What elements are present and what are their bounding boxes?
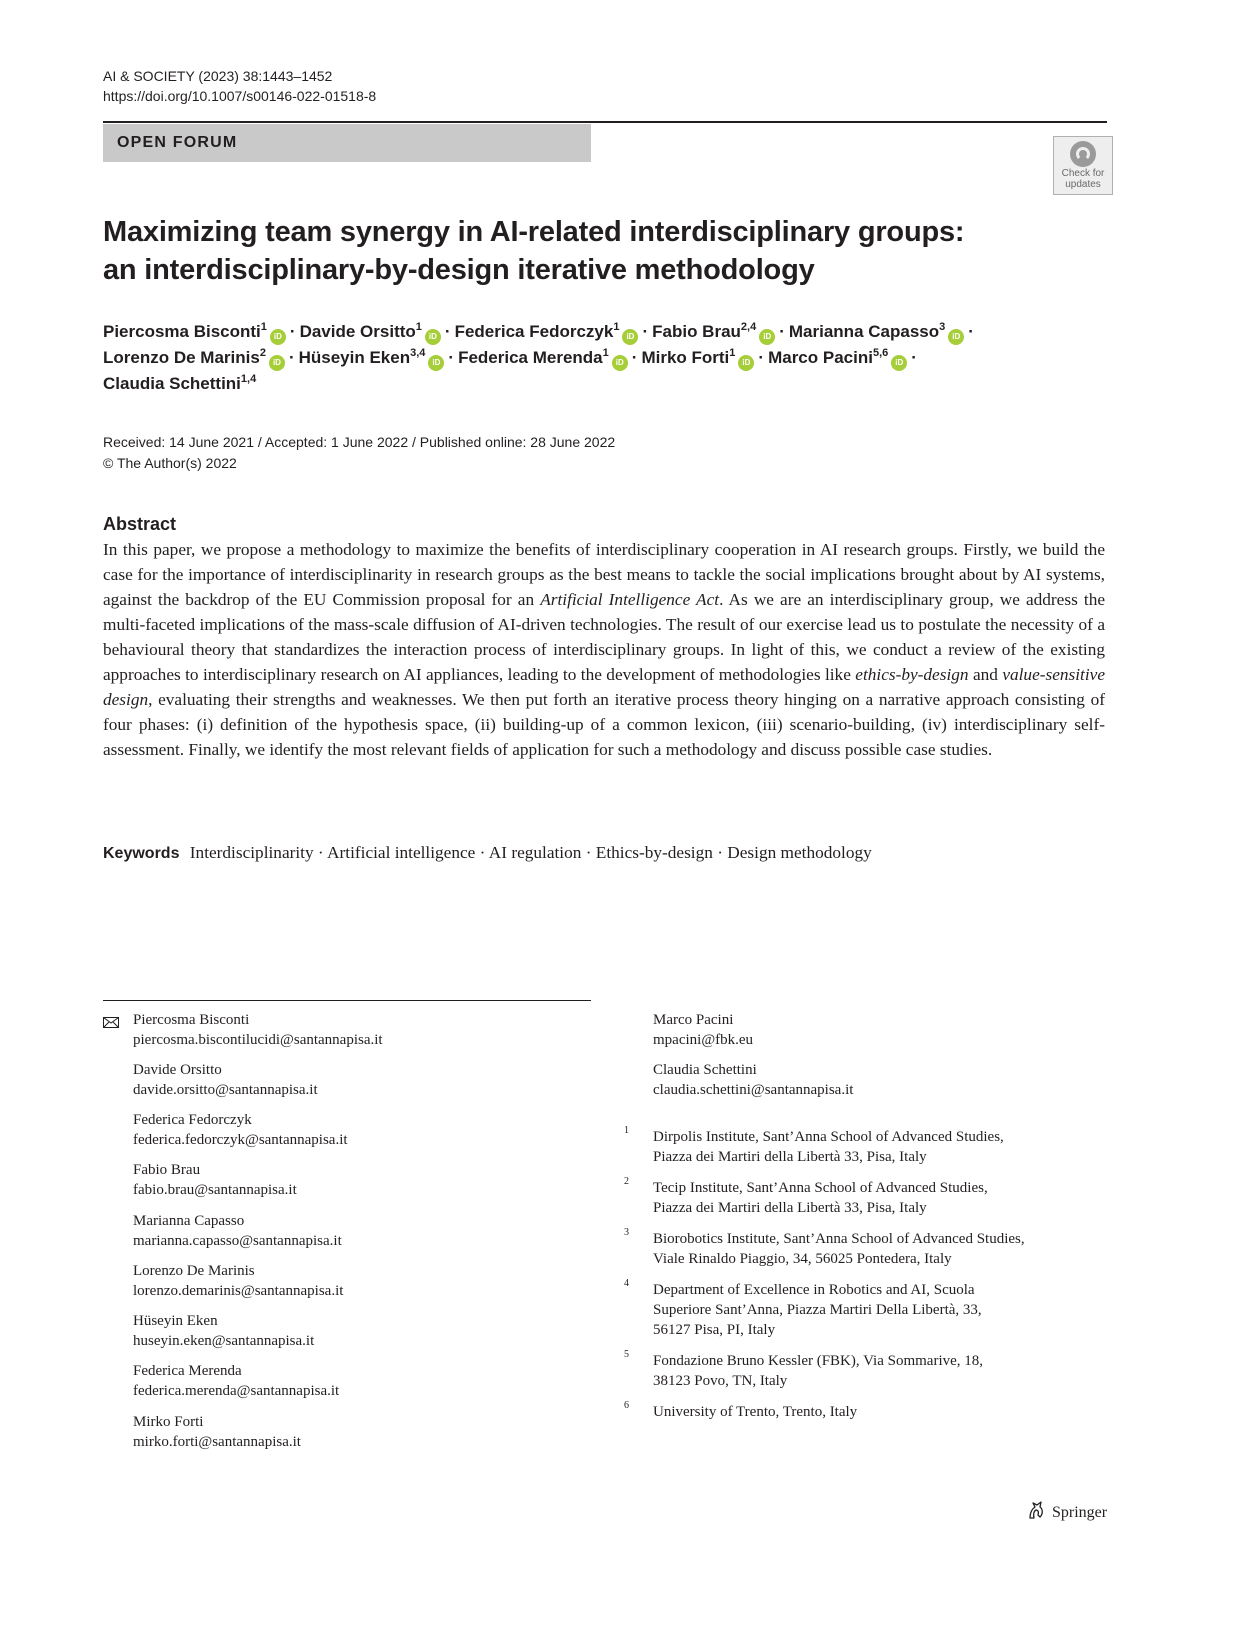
doi-link[interactable]: https://doi.org/10.1007/s00146-022-01518-8 [103, 88, 377, 104]
affiliation-number: 3 [624, 1227, 629, 1238]
contact-name: Hüseyin Eken [133, 1313, 218, 1329]
orcid-icon[interactable]: iD [948, 329, 964, 345]
contact-entry [133, 1311, 314, 1351]
contact-entry [133, 1211, 342, 1251]
contact-entry [133, 1060, 318, 1100]
contact-entry [653, 1060, 853, 1100]
author-name: Marco Pacini [768, 348, 873, 367]
section-label: OPEN FORUM [103, 124, 591, 162]
orcid-icon[interactable]: iD [612, 355, 628, 371]
contact-entry [133, 1412, 301, 1452]
author-affiliation-ref: 1 [602, 347, 609, 359]
orcid-icon[interactable]: iD [428, 355, 444, 371]
affiliation-number: 4 [624, 1278, 629, 1289]
author-affiliation-ref: 1 [415, 321, 422, 333]
affiliation [653, 1127, 1004, 1167]
journal-header [103, 66, 376, 106]
abstract-text [103, 537, 1105, 762]
author-name: Claudia Schettini [103, 374, 241, 393]
orcid-icon[interactable]: iD [759, 329, 775, 345]
affiliation-line: Fondazione Bruno Kessler (FBK), Via Sommarive, 18, [653, 1353, 984, 1369]
author-name: Hüseyin Eken [298, 348, 411, 367]
affiliation [653, 1229, 1025, 1269]
journal-citation: AI & SOCIETY (2023) 38:1443–1452 [103, 68, 333, 84]
affiliation [653, 1351, 983, 1391]
orcid-icon[interactable]: iD [738, 355, 754, 371]
keywords-list: Interdisciplinarity · Artificial intelligence · AI regulation · Ethics-by-design · Design methodology [189, 843, 872, 862]
title-line-1: Maximizing team synergy in AI-related interdisciplinary groups: [103, 216, 965, 248]
contact-entry [653, 1010, 753, 1050]
publication-dates [103, 432, 615, 474]
orcid-icon[interactable]: iD [269, 355, 285, 371]
contact-entry [133, 1160, 297, 1200]
footnote-rule [103, 1000, 591, 1001]
author-affiliation-ref: 1 [729, 347, 736, 359]
author [299, 348, 445, 367]
affiliation-line: 56127 Pisa, PI, Italy [653, 1322, 776, 1338]
affiliation-line: Tecip Institute, Sant’Anna School of Advanced Studies, [653, 1180, 988, 1196]
update-icon [1070, 141, 1096, 167]
author [458, 348, 628, 367]
contact-entry [133, 1261, 343, 1301]
contact-email[interactable]: lorenzo.demarinis@santannapisa.it [133, 1283, 344, 1299]
envelope-icon [103, 1017, 119, 1028]
author [789, 322, 964, 341]
author-affiliation-ref: 1,4 [240, 373, 257, 385]
separator: · [289, 322, 296, 341]
contact-name: Federica Fedorczyk [133, 1112, 252, 1128]
affiliation-line: Viale Rinaldo Piaggio, 34, 56025 Pontedera, Italy [653, 1251, 952, 1267]
separator: · [642, 322, 649, 341]
affiliation-line: Piazza dei Martiri della Libertà 33, Pisa, Italy [653, 1149, 927, 1165]
author-name: Lorenzo De Marinis [103, 348, 260, 367]
separator: · [288, 348, 295, 367]
check-for-updates-badge[interactable] [1053, 136, 1113, 195]
orcid-icon[interactable]: iD [270, 329, 286, 345]
contact-email[interactable]: federica.fedorczyk@santannapisa.it [133, 1132, 348, 1148]
affiliation-line: Department of Excellence in Robotics and AI, Scuola [653, 1282, 975, 1298]
contact-name: Lorenzo De Marinis [133, 1263, 255, 1279]
contact-email[interactable]: mirko.forti@santannapisa.it [133, 1434, 301, 1450]
author [641, 348, 754, 367]
abstract-emphasis: ethics-by-design [855, 665, 969, 684]
abstract-fragment: and [968, 665, 1003, 684]
author [300, 322, 441, 341]
abstract-emphasis: Artificial Intelligence Act [540, 590, 720, 609]
author-affiliation-ref: 2,4 [740, 321, 757, 333]
publisher-name: Springer [1052, 1504, 1108, 1521]
author-affiliation-ref: 5,6 [872, 347, 889, 359]
contact-email[interactable]: claudia.schettini@santannapisa.it [653, 1082, 854, 1098]
author-name: Federica Merenda [458, 348, 603, 367]
affiliation [653, 1178, 988, 1218]
affiliation-line: Biorobotics Institute, Sant’Anna School of Advanced Studies, [653, 1231, 1025, 1247]
author-name: Piercosma Bisconti [103, 322, 261, 341]
separator: · [911, 348, 917, 367]
orcid-icon[interactable]: iD [425, 329, 441, 345]
author-affiliation-ref: 1 [613, 321, 620, 333]
affiliation-line: University of Trento, Trento, Italy [653, 1404, 858, 1420]
contact-entry [133, 1361, 339, 1401]
author [768, 348, 907, 367]
contact-name: Marco Pacini [653, 1012, 734, 1028]
top-rule [103, 121, 1107, 123]
author [103, 374, 256, 393]
contact-name: Claudia Schettini [653, 1062, 757, 1078]
author [455, 322, 639, 341]
contact-name: Davide Orsitto [133, 1062, 222, 1078]
contact-name: Mirko Forti [133, 1414, 204, 1430]
affiliation-number: 2 [624, 1176, 629, 1187]
separator: · [758, 348, 765, 367]
contact-email[interactable]: mpacini@fbk.eu [653, 1032, 754, 1048]
contact-email[interactable]: piercosma.biscontilucidi@santannapisa.it [133, 1032, 383, 1048]
author [103, 322, 286, 341]
copyright: © The Author(s) 2022 [103, 455, 237, 471]
check-updates-label: Check for updates [1061, 168, 1105, 190]
contact-name: Federica Merenda [133, 1363, 242, 1379]
contact-name: Piercosma Bisconti [133, 1012, 250, 1028]
separator: · [444, 322, 451, 341]
author-name: Federica Fedorczyk [454, 322, 614, 341]
author-list [103, 319, 1113, 397]
affiliation [653, 1280, 982, 1340]
affiliation-number: 5 [624, 1349, 629, 1360]
publisher-logo [1026, 1500, 1107, 1523]
history-dates: Received: 14 June 2021 / Accepted: 1 June 2022 / Published online: 28 June 2022 [103, 434, 616, 450]
author [103, 348, 285, 367]
contact-email[interactable]: huseyin.eken@santannapisa.it [133, 1333, 315, 1349]
affiliation-number: 6 [624, 1400, 629, 1411]
affiliation-line: Piazza dei Martiri della Libertà 33, Pisa, Italy [653, 1200, 927, 1216]
abstract-fragment: In this paper, we propose a methodology to maximize the benefits of interdisciplinary cooperation in AI research groups. Firstly, we build the case for the importance of interdisciplinarity in research groups as the best means to tackle the social implications brought about by AI systems, against the backdrop of the EU Commission proposal for an [103, 540, 1105, 609]
author-name: Mirko Forti [641, 348, 730, 367]
affiliation-line: Dirpolis Institute, Sant’Anna School of Advanced Studies, [653, 1129, 1004, 1145]
author-affiliation-ref: 2 [259, 347, 266, 359]
separator: · [631, 348, 638, 367]
title-line-2: an interdisciplinary-by-design iterative methodology [103, 254, 815, 286]
contact-entry [133, 1010, 383, 1050]
abstract-emphasis: value-sensitive design [103, 665, 1105, 709]
contact-email[interactable]: davide.orsitto@santannapisa.it [133, 1082, 318, 1098]
contact-email[interactable]: marianna.capasso@santannapisa.it [133, 1233, 342, 1249]
abstract-fragment: . As we are an interdisciplinary group, we address the multi-faceted implications of the mass-scale diffusion of AI-driven technologies. The result of our exercise lead us to postulate the necessity of a behavioural theory that standardizes the interaction process of interdisciplinary groups. In light of this, we conduct a review of the existing approaches to interdisciplinary research on AI appliances, leading to the development of methodologies like [103, 590, 1106, 684]
separator: · [779, 322, 785, 341]
abstract-heading: Abstract [103, 514, 177, 534]
contact-entry [133, 1110, 348, 1150]
affiliation [653, 1402, 857, 1422]
paper-title [103, 213, 1103, 289]
separator: · [968, 322, 974, 341]
affiliation-number: 1 [624, 1125, 629, 1136]
affiliation-line: Superiore Sant’Anna, Piazza Martiri Della Libertà, 33, [653, 1302, 982, 1318]
author-affiliation-ref: 1 [260, 321, 267, 333]
contact-name: Marianna Capasso [133, 1213, 245, 1229]
contact-email[interactable]: federica.merenda@santannapisa.it [133, 1383, 340, 1399]
author-name: Davide Orsitto [299, 322, 416, 341]
contact-name: Fabio Brau [133, 1162, 201, 1178]
author-name: Marianna Capasso [788, 322, 940, 341]
author [652, 322, 775, 341]
author-affiliation-ref: 3,4 [410, 347, 426, 359]
author-affiliation-ref: 3 [939, 321, 946, 333]
keywords [103, 840, 872, 866]
contact-email[interactable]: fabio.brau@santannapisa.it [133, 1182, 297, 1198]
author-name: Fabio Brau [652, 322, 741, 341]
keywords-label: Keywords [103, 845, 180, 862]
orcid-icon[interactable]: iD [622, 329, 638, 345]
affiliation-line: 38123 Povo, TN, Italy [653, 1373, 788, 1389]
orcid-icon[interactable]: iD [891, 355, 907, 371]
springer-horse-icon [1026, 1500, 1046, 1520]
separator: · [448, 348, 455, 367]
abstract-fragment: , evaluating their strengths and weaknesses. We then put forth an iterative process theory hinging on a narrative approach consisting of four phases: (i) definition of the hypothesis space, (ii) building-up of a common lexicon, (iii) scenario-building, (iv) interdisciplinary self-assessment. Finally, we identify the most relevant fields of application for such a methodology and discuss possible case studies. [103, 690, 1105, 759]
